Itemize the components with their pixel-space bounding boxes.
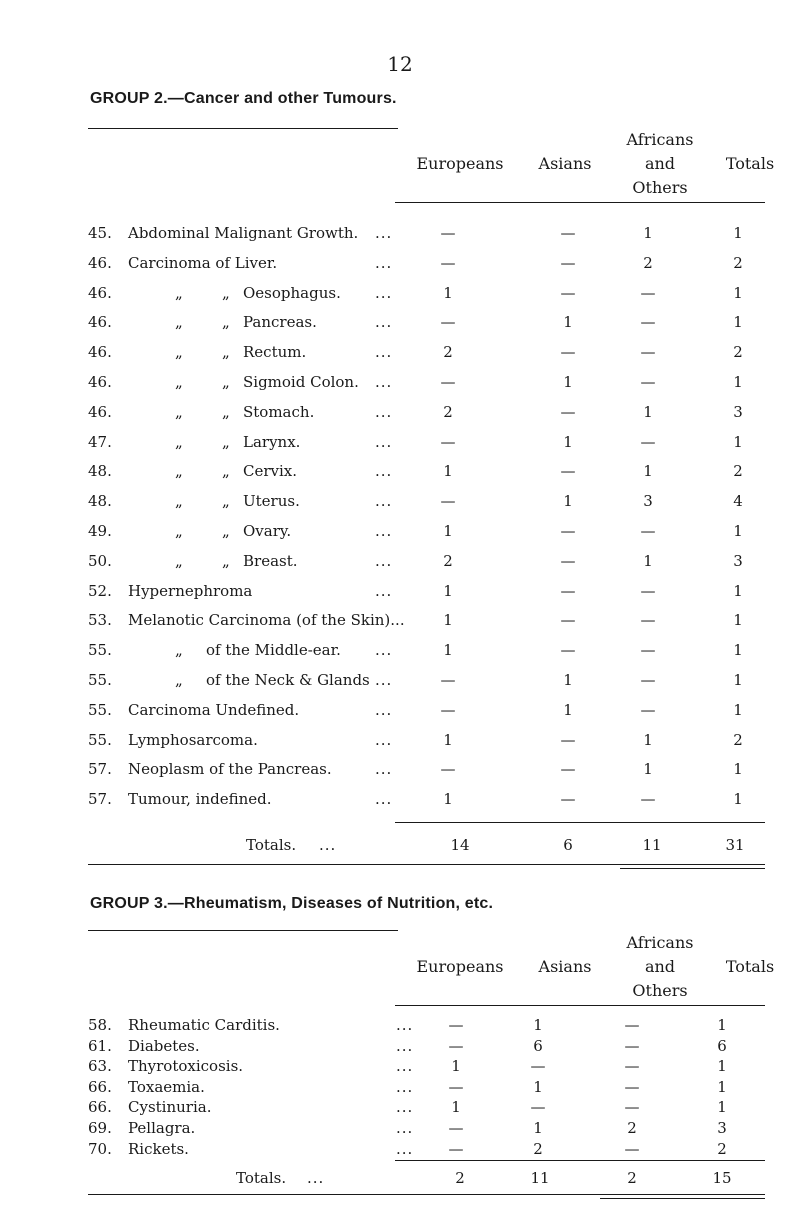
row-label: Carcinoma of Liver. <box>128 253 278 272</box>
leader-dots: ... <box>375 343 393 362</box>
cell-europeans: — <box>440 224 456 242</box>
row-label: Ovary. <box>243 522 292 540</box>
row-number: 46. <box>88 343 112 362</box>
cell-asians: 1 <box>533 1119 543 1137</box>
cell-asians: 1 <box>533 1077 543 1096</box>
table-row <box>0 1139 800 1160</box>
leader-dots: ... <box>375 760 393 779</box>
row-number: 61. <box>88 1036 112 1055</box>
cell-totals: 6 <box>717 1036 727 1055</box>
leader-dots: ... <box>375 313 393 332</box>
leader-dots: ... <box>375 551 393 570</box>
cell-europeans: 1 <box>443 611 453 630</box>
group2-bottom-double-rule <box>620 868 765 869</box>
row-number: 55. <box>88 730 112 749</box>
ditto-mark: „ <box>175 402 183 421</box>
group2-col-totals: Totals <box>725 154 775 173</box>
ditto-mark: „ <box>175 462 183 481</box>
cell-asians: 1 <box>533 1016 543 1034</box>
row-label: Rectum. <box>243 343 307 362</box>
cell-europeans: — <box>440 760 456 779</box>
ditto-mark: „ <box>222 283 230 302</box>
cell-africans: — <box>640 373 656 391</box>
ditto-mark: „ <box>222 343 230 362</box>
row-label: Toxaemia. <box>128 1077 205 1096</box>
row-number: 46. <box>88 313 112 332</box>
leader-dots: ... <box>375 492 393 511</box>
group2-col-europeans: Europeans <box>416 154 504 173</box>
cell-totals: 1 <box>733 224 743 242</box>
cell-totals: 3 <box>717 1119 727 1137</box>
row-number: 66. <box>88 1098 112 1117</box>
cell-totals: 1 <box>733 611 743 630</box>
cell-africans: — <box>624 1057 640 1076</box>
row-number: 55. <box>88 671 112 689</box>
cell-totals: 1 <box>717 1077 727 1096</box>
cell-africans: — <box>640 432 656 451</box>
ditto-mark: „ <box>175 641 183 660</box>
ditto-mark: „ <box>175 432 183 451</box>
ditto-mark: „ <box>175 373 183 391</box>
cell-asians: — <box>560 551 576 570</box>
leader-dots: ... <box>396 1016 414 1034</box>
row-number: 58. <box>88 1016 112 1034</box>
cell-totals: 1 <box>717 1057 727 1076</box>
cell-asians: — <box>530 1057 546 1076</box>
cell-africans: — <box>640 343 656 362</box>
table-row <box>0 279 800 307</box>
group3-totals-row <box>0 1164 800 1192</box>
table-row <box>0 785 800 813</box>
cell-totals: 2 <box>733 343 743 362</box>
ditto-mark: „ <box>175 283 183 302</box>
table-row <box>0 547 800 575</box>
leader-dots: ... <box>375 373 393 391</box>
row-label: Diabetes. <box>128 1036 200 1055</box>
row-label: Oesophagus. <box>243 283 341 302</box>
row-label: Larynx. <box>243 432 301 451</box>
page-number: 12 <box>387 52 413 76</box>
leader-dots: ... <box>375 581 393 600</box>
cell-europeans: 1 <box>443 462 453 481</box>
row-number: 46. <box>88 253 112 272</box>
group2-col-africans: Africans and Others <box>626 130 694 197</box>
leader-dots: ... <box>375 790 393 809</box>
cell-totals: 1 <box>733 671 743 689</box>
row-number: 55. <box>88 641 112 660</box>
cell-europeans: 2 <box>443 402 453 421</box>
table-row <box>0 517 800 545</box>
leader-dots: ... <box>375 283 393 302</box>
cell-africans: 2 <box>643 253 653 272</box>
row-number: 48. <box>88 492 112 511</box>
row-label: Cystinuria. <box>128 1098 212 1117</box>
table-row <box>0 249 800 277</box>
cell-africans: — <box>624 1077 640 1096</box>
cell-europeans: 2 <box>443 551 453 570</box>
group2-col-asians: Asians <box>538 154 592 173</box>
row-label: Lymphosarcoma. <box>128 730 258 749</box>
cell-europeans: — <box>448 1139 464 1158</box>
row-number: 70. <box>88 1139 112 1158</box>
row-number: 46. <box>88 283 112 302</box>
cell-totals: 1 <box>717 1098 727 1117</box>
row-label: Breast. <box>243 551 298 570</box>
cell-totals: 1 <box>733 522 743 540</box>
cell-africans: — <box>640 790 656 809</box>
cell-europeans: 1 <box>451 1098 461 1117</box>
cell-europeans: 1 <box>451 1057 461 1076</box>
row-number: 63. <box>88 1057 112 1076</box>
cell-asians: — <box>560 730 576 749</box>
cell-africans: 1 <box>643 730 653 749</box>
cell-africans: — <box>624 1139 640 1158</box>
cell-asians: 1 <box>563 671 573 689</box>
leader-dots: ... <box>375 224 393 242</box>
cell-africans: — <box>640 313 656 332</box>
cell-europeans: 1 <box>443 283 453 302</box>
cell-europeans: 1 <box>443 730 453 749</box>
cell-africans: 1 <box>643 551 653 570</box>
leader-dots: ... <box>375 402 393 421</box>
totals-label: Totals. <box>236 1169 287 1187</box>
row-label: of the Neck & Glands <box>206 671 370 689</box>
row-label: Thyrotoxicosis. <box>128 1057 244 1076</box>
row-number: 45. <box>88 224 112 242</box>
leader-dots: ... <box>375 432 393 451</box>
table-row <box>0 1015 800 1036</box>
cell-africans: — <box>624 1016 640 1034</box>
row-label: Melanotic Carcinoma (of the Skin)... <box>128 611 405 630</box>
cell-europeans: — <box>440 671 456 689</box>
cell-africans: — <box>640 671 656 689</box>
row-number: 69. <box>88 1119 112 1137</box>
table-row <box>0 1097 800 1118</box>
cell-africans: 1 <box>643 402 653 421</box>
cell-africans: — <box>640 700 656 719</box>
row-number: 53. <box>88 611 112 630</box>
cell-totals: 2 <box>733 462 743 481</box>
cell-europeans: — <box>448 1119 464 1137</box>
table-row <box>0 308 800 336</box>
table-row <box>0 428 800 456</box>
cell-europeans: 1 <box>443 581 453 600</box>
row-number: 48. <box>88 462 112 481</box>
cell-totals: 3 <box>733 551 743 570</box>
totals-label: Totals. <box>246 836 297 854</box>
ditto-mark: „ <box>175 671 183 689</box>
table-row <box>0 636 800 664</box>
table-row <box>0 577 800 605</box>
leader-dots: ... <box>375 641 393 660</box>
cell-asians: 1 <box>563 373 573 391</box>
leader-dots: ... <box>396 1077 414 1096</box>
row-label: Uterus. <box>243 492 300 511</box>
leader-dots: ... <box>375 730 393 749</box>
row-label: Abdominal Malignant Growth. <box>128 224 359 242</box>
totals-asians: 6 <box>563 836 573 854</box>
group3-bottom-rule <box>88 1194 765 1195</box>
cell-asians: 1 <box>563 492 573 511</box>
cell-totals: 2 <box>733 253 743 272</box>
table-row <box>0 1077 800 1098</box>
cell-asians: — <box>560 641 576 660</box>
table-row <box>0 606 800 634</box>
group3-col-asians: Asians <box>538 957 592 976</box>
cell-africans: — <box>640 641 656 660</box>
table-row <box>0 457 800 485</box>
cell-totals: 1 <box>733 790 743 809</box>
table-row <box>0 696 800 724</box>
group3-totals-rule <box>395 1160 765 1161</box>
cell-africans: — <box>624 1098 640 1117</box>
totals-asians: 11 <box>530 1169 550 1187</box>
cell-totals: 1 <box>733 313 743 332</box>
cell-totals: 2 <box>733 730 743 749</box>
row-number: 47. <box>88 432 112 451</box>
ditto-mark: „ <box>222 462 230 481</box>
cell-asians: 2 <box>533 1139 543 1158</box>
cell-asians: — <box>560 253 576 272</box>
group3-bottom-double-rule <box>600 1198 765 1199</box>
cell-asians: — <box>560 790 576 809</box>
cell-totals: 1 <box>733 373 743 391</box>
row-label: Sigmoid Colon. <box>243 373 359 391</box>
ditto-mark: „ <box>222 551 230 570</box>
row-number: 55. <box>88 700 112 719</box>
cell-asians: 1 <box>563 313 573 332</box>
totals-africans: 2 <box>627 1169 637 1187</box>
row-number: 46. <box>88 402 112 421</box>
table-row <box>0 398 800 426</box>
row-label: Pellagra. <box>128 1119 196 1137</box>
group2-heading: GROUP 2.—Cancer and other Tumours. <box>90 90 397 107</box>
cell-asians: 1 <box>563 700 573 719</box>
cell-europeans: — <box>448 1016 464 1034</box>
cell-africans: 2 <box>627 1119 637 1137</box>
cell-europeans: — <box>440 253 456 272</box>
ditto-mark: „ <box>222 432 230 451</box>
table-row <box>0 487 800 515</box>
row-label: Hypernephroma <box>128 581 253 600</box>
table-row <box>0 726 800 754</box>
cell-africans: — <box>624 1036 640 1055</box>
row-number: 57. <box>88 760 112 779</box>
group2-header-rule <box>395 202 765 203</box>
group3-heading: GROUP 3.—Rheumatism, Diseases of Nutrition, etc. <box>90 895 494 912</box>
group3-col-europeans: Europeans <box>416 957 504 976</box>
cell-europeans: — <box>440 313 456 332</box>
leader-dots: ... <box>375 462 393 481</box>
cell-asians: — <box>560 581 576 600</box>
leader-dots: ... <box>396 1119 414 1137</box>
group3-col-africans: Africans and Others <box>626 933 694 1000</box>
leader-dots: ... <box>396 1036 414 1055</box>
row-label: Rheumatic Carditis. <box>128 1016 280 1034</box>
table-row <box>0 219 800 247</box>
cell-totals: 3 <box>733 402 743 421</box>
group3-col-totals: Totals <box>725 957 775 976</box>
table-row <box>0 666 800 694</box>
group2-totals-rule <box>395 822 765 823</box>
cell-europeans: — <box>440 700 456 719</box>
cell-africans: 1 <box>643 462 653 481</box>
leader-dots: ... <box>396 1139 414 1158</box>
table-row <box>0 755 800 783</box>
leader-dots: ... <box>396 1057 414 1076</box>
table-row <box>0 338 800 366</box>
cell-asians: — <box>530 1098 546 1117</box>
totals-grand: 31 <box>725 836 745 854</box>
cell-europeans: 2 <box>443 343 453 362</box>
totals-dots: ... <box>319 836 337 854</box>
table-row <box>0 368 800 396</box>
leader-dots: ... <box>375 253 393 272</box>
leader-dots: ... <box>375 522 393 540</box>
cell-totals: 2 <box>717 1139 727 1158</box>
ditto-mark: „ <box>222 313 230 332</box>
cell-totals: 1 <box>733 641 743 660</box>
group3-header-rule <box>395 1005 765 1006</box>
cell-europeans: — <box>440 373 456 391</box>
row-label: Cervix. <box>243 462 298 481</box>
row-number: 46. <box>88 373 112 391</box>
totals-europeans: 2 <box>455 1169 465 1187</box>
group2-bottom-rule <box>88 864 765 865</box>
row-label: Carcinoma Undefined. <box>128 700 300 719</box>
cell-europeans: 1 <box>443 641 453 660</box>
row-number: 57. <box>88 790 112 809</box>
leader-dots: ... <box>396 1098 414 1117</box>
ditto-mark: „ <box>175 551 183 570</box>
ditto-mark: „ <box>222 402 230 421</box>
row-label: Stomach. <box>243 402 315 421</box>
cell-africans: — <box>640 581 656 600</box>
cell-asians: 6 <box>533 1036 543 1055</box>
ditto-mark: „ <box>222 373 230 391</box>
cell-totals: 1 <box>717 1016 727 1034</box>
cell-asians: — <box>560 283 576 302</box>
cell-asians: — <box>560 402 576 421</box>
group2-top-rule <box>88 128 398 129</box>
totals-grand: 15 <box>712 1169 732 1187</box>
cell-africans: — <box>640 611 656 630</box>
ditto-mark: „ <box>175 492 183 511</box>
leader-dots: ... <box>375 671 393 689</box>
row-number: 52. <box>88 581 112 600</box>
cell-europeans: — <box>448 1077 464 1096</box>
ditto-mark: „ <box>222 492 230 511</box>
cell-asians: — <box>560 224 576 242</box>
cell-totals: 1 <box>733 700 743 719</box>
ditto-mark: „ <box>222 522 230 540</box>
group2-totals-row <box>0 831 800 859</box>
row-number: 49. <box>88 522 112 540</box>
cell-africans: 1 <box>643 760 653 779</box>
table-row <box>0 1118 800 1139</box>
cell-africans: 1 <box>643 224 653 242</box>
cell-asians: — <box>560 611 576 630</box>
cell-europeans: — <box>440 492 456 511</box>
row-number: 50. <box>88 551 112 570</box>
cell-asians: — <box>560 343 576 362</box>
leader-dots: ... <box>375 700 393 719</box>
group3-top-rule <box>88 930 398 931</box>
cell-asians: 1 <box>563 432 573 451</box>
cell-europeans: — <box>448 1036 464 1055</box>
totals-europeans: 14 <box>450 836 470 854</box>
cell-totals: 1 <box>733 283 743 302</box>
row-label: Rickets. <box>128 1139 189 1158</box>
cell-africans: — <box>640 522 656 540</box>
ditto-mark: „ <box>175 522 183 540</box>
table-row <box>0 1056 800 1077</box>
cell-europeans: 1 <box>443 522 453 540</box>
row-label: Pancreas. <box>243 313 317 332</box>
row-label: Tumour, indefined. <box>128 790 272 809</box>
cell-totals: 1 <box>733 760 743 779</box>
cell-africans: — <box>640 283 656 302</box>
cell-totals: 4 <box>733 492 743 511</box>
cell-asians: — <box>560 522 576 540</box>
totals-africans: 11 <box>642 836 662 854</box>
cell-totals: 1 <box>733 581 743 600</box>
table-row <box>0 1036 800 1057</box>
cell-europeans: — <box>440 432 456 451</box>
cell-africans: 3 <box>643 492 653 511</box>
totals-dots: ... <box>307 1169 325 1187</box>
cell-asians: — <box>560 760 576 779</box>
row-label: of the Middle-ear. <box>206 641 341 660</box>
cell-totals: 1 <box>733 432 743 451</box>
cell-asians: — <box>560 462 576 481</box>
cell-europeans: 1 <box>443 790 453 809</box>
ditto-mark: „ <box>175 343 183 362</box>
ditto-mark: „ <box>175 313 183 332</box>
row-number: 66. <box>88 1077 112 1096</box>
row-label: Neoplasm of the Pancreas. <box>128 760 332 779</box>
